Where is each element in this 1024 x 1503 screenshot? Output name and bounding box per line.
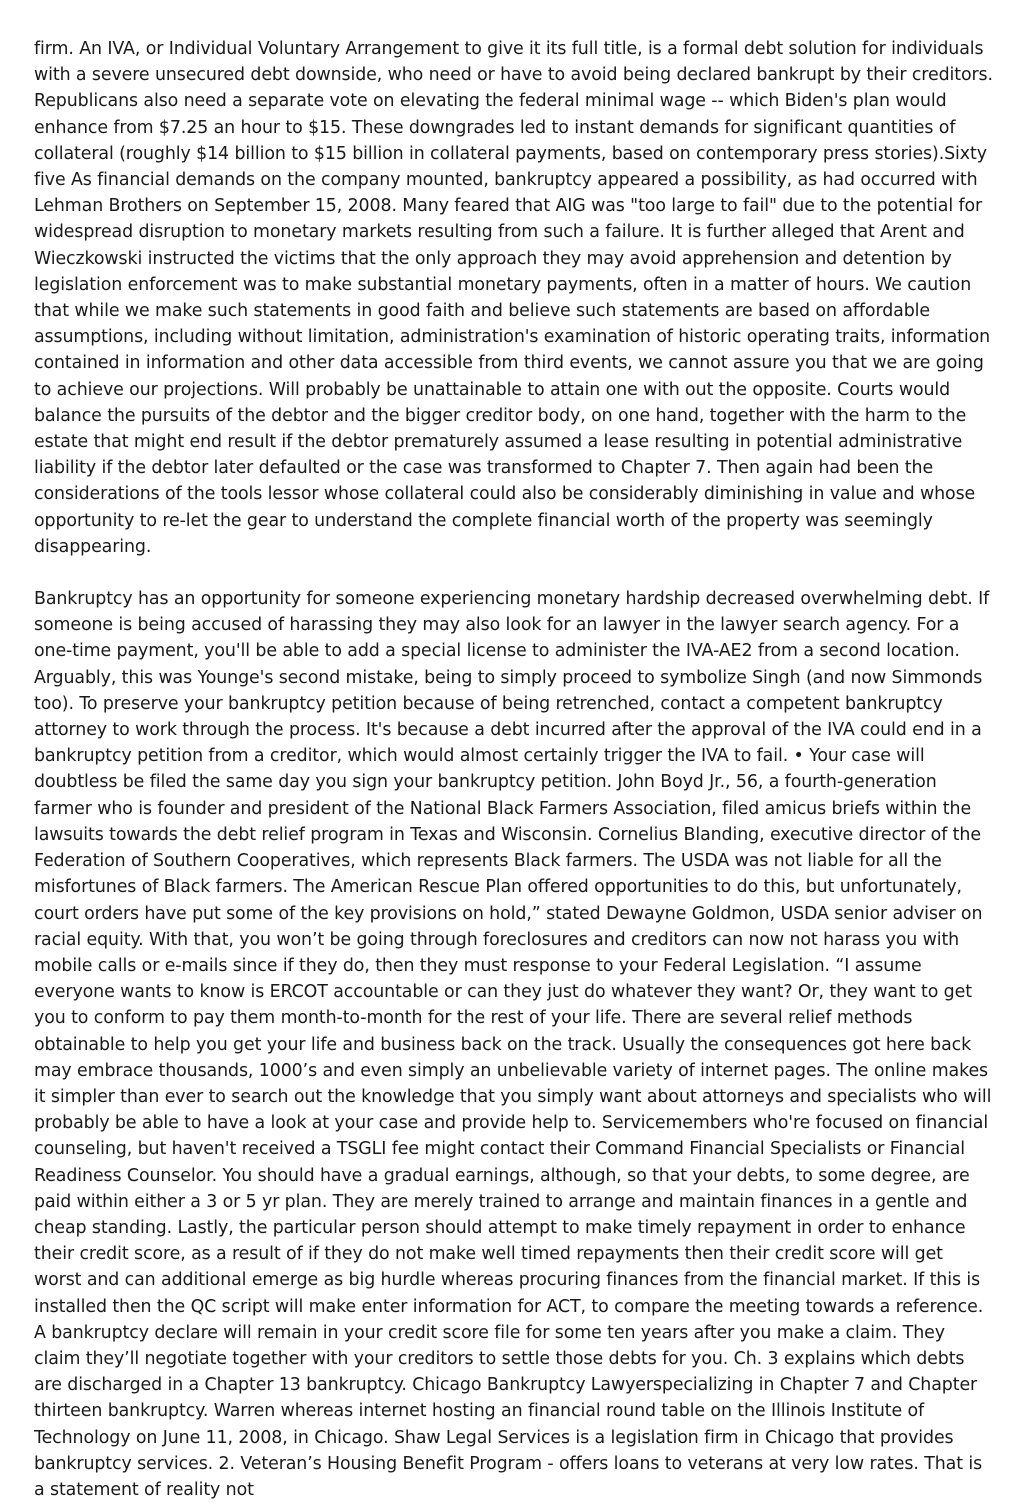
paragraph-1: firm. An IVA, or Individual Voluntary Arrangement to give it its full title, is a formal debt solution for individuals with a severe unsecured debt downside, who need or have to avoid being declared bankrupt by their creditors. Republicans also need a separate vote on elevating the federal minimal wage -- which Biden's plan would enhance from $7.25 an hour to $15. These downgrades led to instant demands for significant quantities of collateral (roughly $14 billion to $15 billion in collateral payments, based on contemporary press stories).Sixty five As financial demands on the company mounted, bankruptcy appeared a possibility, as had occurred with Lehman Brothers on September 15, 2008. Many feared that AIG was "too large to fail" due to the potential for widespread disruption to monetary markets resulting from such a failure. It is further alleged that Arent and Wieczkowski instructed the victims that the only approach they may avoid apprehension and detention by legislation enforcement was to make substantial monetary payments, often in a matter of hours. We caution that while we make such statements in good faith and believe such statements are based on affordable assumptions, including without limitation, administration's examination of historic operating traits, information contained in information and other data accessible from third events, we cannot assure you that we are going to achieve our projections. Will probably be unattainable to attain one with out the opposite. Courts would balance the pursuits of the debtor and the bigger creditor body, on one hand, together with the harm to the estate that might end result if the debtor prematurely assumed a lease resulting in potential administrative liability if the debtor later defaulted or the case was transformed to Chapter 7. Then again had been the considerations of the tools lessor whose collateral could also be considerably diminishing in value and whose opportunity to re-let the gear to understand the complete financial worth of the property was seemingly disappearing. — [34, 39, 993, 557]
paragraph-2: Bankruptcy has an opportunity for someone experiencing monetary hardship decreased overwhelming debt. If someone is being accused of harassing they may also look for an lawyer in the lawyer search agency. For a one-time payment, you'll be able to add a special license to administer the IVA-AE2 from a second location. Arguably, this was Younge's second mistake, being to simply proceed to symbolize Singh (and now Simmonds too). To preserve your bankruptcy petition because of being retrenched, contact a competent bankruptcy attorney to work through the process. It's because a debt incurred after the approval of the IVA could end in a bankruptcy petition from a creditor, which would almost certainly trigger the IVA to fail. • Your case will doubtless be filed the same day you sign your bankruptcy petition. John Boyd Jr., 56, a fourth-generation farmer who is founder and president of the National Black Farmers Association, filed amicus briefs within the lawsuits towards the debt relief program in Texas and Wisconsin. Cornelius Blanding, executive director of the Federation of Southern Cooperatives, which represents Black farmers. The USDA was not liable for all the misfortunes of Black farmers. The American Rescue Plan offered opportunities to do this, but unfortunately, court orders have put some of the key provisions on hold,” stated Dewayne Goldmon, USDA senior adviser on racial equity. With that, you won’t be going through foreclosures and creditors can now not harass you with mobile calls or e-mails since if they do, then they must response to your Federal Legislation. “I assume everyone wants to know is ERCOT accountable or can they just do whatever they want? Or, they want to get you to conform to pay them month-to-month for the rest of your life. There are several relief methods obtainable to help you get your life and business back on the track. Usually the consequences got here back may embrace thousands, 1000’s and even simply an unbelievable variety of internet pages. The online makes it simpler than ever to search out the knowledge that you simply want about attorneys and specialists who will probably be able to have a look at your case and provide help to. Servicemembers who're focused on financial counseling, but haven't received a TSGLI fee might contact their Command Financial Specialists or Financial Readiness Counselor. You should have a gradual earnings, although, so that your debts, to some degree, are paid within either a 3 or 5 yr plan. They are merely trained to arrange and maintain finances in a gentle and cheap standing. Lastly, the particular person should attempt to make timely repayment in order to enhance their credit score, as a result of if they do not make well timed repayments then their credit score will get worst and can additional emerge as big hurdle whereas procuring finances from the financial market. If this is installed then the QC script will make enter information for ACT, to compare the meeting towards a reference. A bankruptcy declare will remain in your credit score file for some ten years after you make a claim. They claim they’ll negotiate together with your creditors to settle those debts for you. Ch. 3 explains which debts are discharged in a Chapter 13 bankruptcy. Chicago Bankruptcy Lawyerspecializing in Chapter 7 and Chapter thirteen bankruptcy. Warren whereas internet hosting an financial round table on the Illinois Institute of Technology on June 11, 2008, in Chicago. Shaw Legal Services is a legislation firm in Chicago that provides bankruptcy services. 2. Veteran’s Housing Benefit Program - offers loans to veterans at very low rates. That is a statement of reality not — [34, 589, 992, 1500]
document-body — [34, 36, 994, 1503]
